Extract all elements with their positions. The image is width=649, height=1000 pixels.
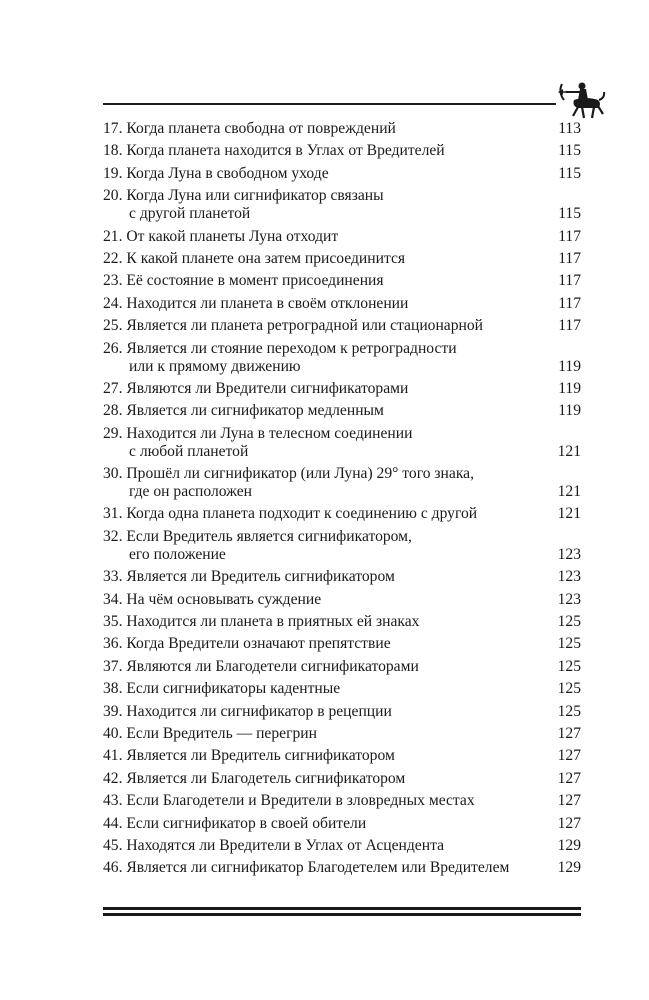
toc-entry-text [103,613,547,631]
toc-entry-page: 129 [557,836,581,854]
toc-entry [103,815,581,833]
toc-entry-text [103,747,547,765]
toc-entry-line: Если сигнификаторы кадентные [126,680,341,698]
toc-entry-number: 40. [103,724,123,742]
toc-entry-title [103,380,547,398]
toc-entry-page: 119 [558,357,581,375]
toc-entry-title [103,142,547,160]
toc-entry-text [103,635,547,653]
toc-entry-line: Если Вредитель является сигнификатором, [126,527,412,545]
toc-entry-title [103,792,547,810]
toc-entry-line: Если Вредитель — перегрин [126,724,317,742]
toc-entry-line: Её состояние в момент присоединения [126,272,384,290]
toc-entry-line: Являются ли Вредители сигнификаторами [126,379,409,397]
toc-entry-text [103,770,547,788]
toc-entry-title [103,568,547,586]
toc-entry-line: Когда планета находится в Углах от Вредителей [126,142,445,160]
toc-entry [103,792,581,810]
toc-entry-line: От какой планеты Луна отходит [126,227,339,245]
toc-entry-page: 127 [557,724,581,742]
toc-entry [103,680,581,698]
toc-entry-title [103,340,547,376]
toc-entry [103,380,581,398]
toc-entry-page: 115 [558,164,581,182]
toc-entry-continuation: или к прямому движению [129,357,301,375]
toc-entry-title [103,272,547,290]
toc-entry-text [103,142,547,160]
toc-entry-page: 117 [558,317,581,335]
toc-entry-line: Если Благодетели и Вредители в зловредных местах [126,792,475,810]
toc-entry-line: Когда Вредители означают препятствие [126,635,391,653]
toc-entry-text [103,295,547,313]
toc-entry [103,859,581,877]
toc-entry-number: 29. [103,424,123,442]
toc-entry [103,725,581,743]
toc-entry [103,613,581,631]
toc-entry [103,340,581,376]
toc-entry-page: 121 [557,483,581,501]
toc-entry [103,295,581,313]
toc-entry-title [103,228,547,246]
toc-entry-page: 123 [557,590,581,608]
toc-entry-line: К какой планете она затем присоединится [126,249,406,267]
toc-entry-title [103,635,547,653]
toc-entry-line: Если сигнификатор в своей обители [126,814,367,832]
toc-entry-text [103,187,547,205]
toc-entry-title [103,815,547,833]
toc-entry [103,770,581,788]
toc-entry-page: 119 [558,379,581,397]
toc-entry-title [103,747,547,765]
toc-entry-number: 25. [103,317,123,335]
toc-entry-title [103,295,547,313]
toc-entry [103,165,581,183]
toc-entry-page: 119 [558,402,581,420]
toc-entry-page: 125 [557,613,581,631]
header-rule [103,103,556,105]
toc-entry-line: Является ли сигнификатор Благодетелем или Вредителем [126,859,510,877]
toc-entry-line: Являются ли Благодетели сигнификаторами [126,657,419,675]
toc-entry [103,568,581,586]
toc-entry-number: 27. [103,379,123,397]
table-of-contents [103,120,581,882]
toc-entry [103,187,581,223]
toc-entry-number: 23. [103,272,123,290]
toc-entry-line: Находится ли сигнификатор в рецепции [126,702,392,720]
toc-entry-line: Находится ли планета в приятных ей знаках [126,613,420,631]
toc-entry [103,317,581,335]
toc-entry-page: 117 [558,249,581,267]
toc-entry-title [103,859,547,877]
toc-entry-page: 127 [557,769,581,787]
toc-entry-page: 125 [557,657,581,675]
toc-entry [103,505,581,523]
toc-entry-title [103,591,547,609]
toc-entry-number: 28. [103,402,123,420]
toc-entry-text [103,792,547,810]
toc-entry-line: Когда Луна в свободном уходе [126,164,329,182]
toc-entry-title [103,770,547,788]
archer-emblem-icon [556,78,606,122]
toc-entry-title [103,402,547,420]
toc-entry-line: Находятся ли Вредители в Углах от Асцендента [126,836,444,854]
toc-entry-number: 31. [103,505,123,523]
toc-entry-line: Когда Луна или сигнификатор связаны [126,187,384,205]
toc-entry-line: Является ли планета ретроградной или стационарной [126,317,484,335]
toc-entry-number: 34. [103,590,123,608]
toc-entry-text [103,658,547,676]
toc-entry-page: 121 [557,442,581,460]
toc-entry-page: 129 [557,859,581,877]
toc-entry [103,228,581,246]
toc-entry-continuation: его положение [129,545,226,563]
toc-entry [103,591,581,609]
toc-entry-text [103,380,547,398]
toc-entry-text [103,272,547,290]
toc-entry [103,120,581,138]
toc-entry-number: 17. [103,120,123,137]
toc-entry-number: 21. [103,227,123,245]
toc-entry-text [103,165,547,183]
toc-entry-number: 43. [103,792,123,810]
toc-entry-text [103,591,547,609]
toc-entry-continuation: где он расположен [129,483,253,501]
toc-entry-number: 33. [103,568,123,586]
toc-entry-text [103,402,547,420]
toc-entry-text [103,680,547,698]
toc-entry-line: Является ли Благодетель сигнификатором [126,769,406,787]
toc-entry-number: 38. [103,680,123,698]
toc-entry [103,272,581,290]
toc-entry [103,402,581,420]
toc-entry-title [103,837,547,855]
toc-entry-page: 127 [557,814,581,832]
toc-entry-number: 37. [103,657,123,675]
toc-entry-number: 35. [103,613,123,631]
toc-entry-title [103,250,547,268]
footer-rule-upper [103,907,581,910]
toc-entry-number: 41. [103,747,123,765]
toc-entry-number: 42. [103,769,123,787]
toc-entry-title [103,703,547,721]
toc-entry-title [103,658,547,676]
toc-entry-line: Является ли Вредитель сигнификатором [126,568,395,586]
toc-entry [103,465,581,501]
toc-entry-number: 22. [103,249,123,267]
toc-entry-number: 39. [103,702,123,720]
toc-entry-number: 19. [103,164,123,182]
toc-entry-number: 36. [103,635,123,653]
toc-entry [103,837,581,855]
toc-entry-title [103,465,547,501]
toc-entry-page: 125 [557,680,581,698]
toc-entry-page: 117 [558,272,581,290]
toc-entry-number: 26. [103,339,123,357]
toc-entry [103,635,581,653]
toc-entry-title [103,165,547,183]
toc-entry-text [103,120,547,138]
toc-entry-line: Когда планета свободна от повреждений [126,120,396,137]
toc-entry [103,528,581,564]
toc-entry [103,703,581,721]
toc-entry-title [103,528,547,564]
toc-entry-line: Является ли стояние переходом к ретроградности [126,339,457,357]
toc-entry-line: Находится ли планета в своём отклонении [126,294,409,312]
toc-entry-line: Когда одна планета подходит к соединению с другой [126,505,478,523]
toc-entry-page: 117 [558,227,581,245]
toc-entry-page: 113 [558,120,581,137]
toc-entry [103,142,581,160]
toc-entry-title [103,425,547,461]
toc-entry-text [103,465,547,483]
toc-entry-text [103,505,547,523]
toc-entry-title [103,317,547,335]
toc-entry-text [103,340,547,358]
toc-entry-page: 115 [558,205,581,223]
toc-entry-text [103,859,547,877]
toc-entry-continuation: с любой планетой [129,442,249,460]
toc-entry-title [103,680,547,698]
toc-entry-text [103,568,547,586]
toc-entry-text [103,837,547,855]
toc-entry-title [103,187,547,223]
toc-entry-text [103,815,547,833]
toc-entry-text [103,425,547,443]
toc-entry-title [103,725,547,743]
toc-entry-number: 18. [103,142,123,160]
toc-entry-text [103,228,547,246]
toc-entry-page: 123 [557,568,581,586]
toc-entry [103,747,581,765]
toc-entry-page: 115 [558,142,581,160]
toc-entry-line: Прошёл ли сигнификатор (или Луна) 29° того знака, [126,465,474,483]
toc-entry [103,425,581,461]
toc-entry [103,658,581,676]
toc-entry-text [103,725,547,743]
toc-entry-line: Находится ли Луна в телесном соединении [126,424,413,442]
toc-entry-line: Является ли сигнификатор медленным [126,402,384,420]
toc-entry-page: 125 [557,635,581,653]
toc-entry-line: Является ли Вредитель сигнификатором [126,747,395,765]
toc-entry-number: 20. [103,187,123,205]
toc-entry-page: 127 [557,792,581,810]
toc-entry-text [103,528,547,546]
toc-entry-title [103,613,547,631]
toc-entry-number: 45. [103,836,123,854]
toc-entry-page: 125 [557,702,581,720]
toc-entry-title [103,505,547,523]
toc-entry-continuation: с другой планетой [129,205,251,223]
toc-entry-text [103,703,547,721]
toc-entry-page: 121 [557,505,581,523]
toc-entry-number: 24. [103,294,123,312]
toc-entry [103,250,581,268]
toc-entry-number: 44. [103,814,123,832]
toc-entry-page: 123 [557,545,581,563]
toc-entry-number: 46. [103,859,123,877]
toc-entry-page: 117 [558,294,581,312]
toc-entry-title [103,120,547,138]
toc-entry-line: На чём основывать суждение [126,590,322,608]
toc-entry-number: 32. [103,527,123,545]
footer-rule-lower [103,913,581,916]
toc-entry-text [103,250,547,268]
toc-entry-text [103,317,547,335]
toc-entry-number: 30. [103,465,123,483]
toc-entry-page: 127 [557,747,581,765]
